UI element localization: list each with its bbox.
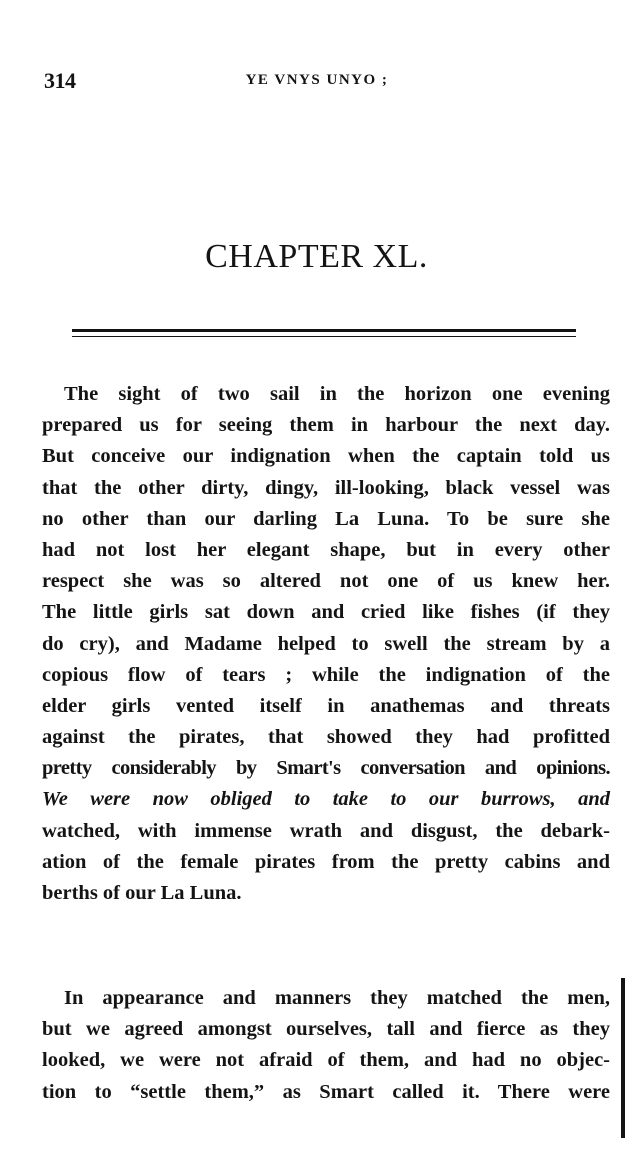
chapter-rule-thin	[72, 336, 576, 337]
text-line: no other than our darling La Luna. To be sure she	[42, 507, 610, 530]
text-line: that the other dirty, dingy, ill-looking, black vessel was	[42, 476, 610, 499]
chapter-title: CHAPTER XL.	[205, 238, 428, 275]
text-line: copious flow of tears ; while the indignation of the	[42, 663, 610, 686]
margin-bar	[621, 978, 625, 1138]
text-line: berths of our La Luna.	[42, 882, 242, 904]
text-line: In appearance and manners they matched the men,	[64, 987, 610, 1009]
text-line: The little girls sat down and cried like fishes (if they	[42, 601, 610, 624]
text-line: pretty considerably by Smart's conversation and opinions.	[42, 757, 610, 780]
text-line: had not lost her elegant shape, but in every other	[42, 538, 610, 561]
paragraph-1	[42, 379, 610, 909]
chapter-rule-thick	[72, 329, 576, 332]
text-line: The sight of two sail in the horizon one evening	[64, 383, 610, 405]
text-line: ation of the female pirates from the pretty cabins and	[42, 850, 610, 873]
text-line: But conceive our indignation when the captain told us	[42, 445, 610, 468]
page-number: 314	[44, 68, 76, 93]
text-line: elder girls vented itself in anathemas and threats	[42, 694, 610, 717]
running-title: YE VNYS UNYO ;	[245, 72, 389, 88]
running-head	[44, 68, 590, 100]
text-line: respect she was so altered not one of us knew her.	[42, 570, 610, 593]
text-line: looked, we were not afraid of them, and had no objec-	[42, 1049, 610, 1072]
text-line: do cry), and Madame helped to swell the stream by a	[42, 632, 610, 655]
paragraph-2	[42, 983, 610, 1108]
text-line: against the pirates, that showed they had profitted	[42, 726, 610, 749]
text-line: We were now obliged to take to our burrows, and	[42, 788, 610, 811]
text-line: prepared us for seeing them in harbour the next day.	[42, 414, 610, 437]
text-line: but we agreed amongst ourselves, tall and fierce as they	[42, 1018, 610, 1041]
text-line: watched, with immense wrath and disgust, the debark-	[42, 819, 610, 842]
text-line: tion to “settle them,” as Smart called it. There were	[42, 1080, 610, 1103]
